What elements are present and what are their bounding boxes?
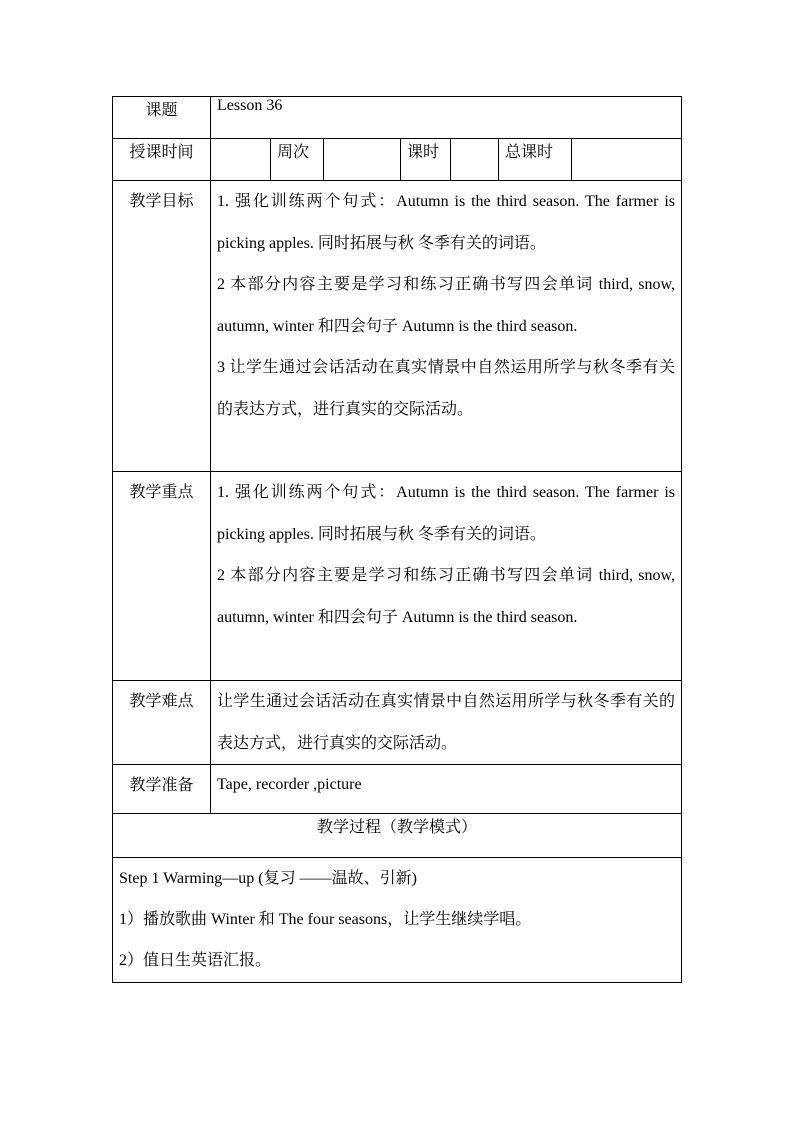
key-points-cell bbox=[211, 472, 682, 681]
process-heading-row bbox=[113, 814, 682, 858]
steps-row bbox=[113, 858, 682, 983]
topic-value: Lesson 36 bbox=[211, 97, 682, 139]
process-heading: 教学过程（教学模式） bbox=[113, 814, 682, 858]
key-points-row bbox=[113, 472, 682, 681]
objectives-label: 教学目标 bbox=[113, 181, 211, 472]
difficulties-cell bbox=[211, 681, 682, 765]
total-value bbox=[572, 139, 682, 181]
preparation-row bbox=[113, 765, 682, 814]
preparation-text: Tape, recorder ,picture bbox=[217, 776, 362, 793]
objective-item: 3 让学生通过会话活动在真实情景中自然运用所学与秋冬季有关的表达方式，进行真实的交际活动。 bbox=[217, 359, 676, 418]
steps-cell bbox=[113, 858, 682, 983]
period-label: 课时 bbox=[401, 139, 451, 181]
step-line: 2）值日生英语汇报。 bbox=[119, 952, 272, 969]
difficulties-label: 教学难点 bbox=[113, 681, 211, 765]
step-line: 1）播放歌曲 Winter 和 The four seasons，让学生继续学唱。 bbox=[119, 911, 532, 928]
objectives-row bbox=[113, 181, 682, 472]
week-value bbox=[324, 139, 401, 181]
objectives-cell bbox=[211, 181, 682, 472]
time-label: 授课时间 bbox=[113, 139, 211, 181]
preparation-cell bbox=[211, 765, 682, 814]
key-points-label: 教学重点 bbox=[113, 472, 211, 681]
objective-item: 1. 强化训练两个句式：Autumn is the third season. The farmer is picking apples. 同时拓展与秋 冬季有关的词语。 bbox=[217, 193, 676, 252]
key-point-item: 2 本部分内容主要是学习和练习正确书写四会单词 third, snow, autumn, winter 和四会句子 Autumn is the third season. bbox=[217, 567, 676, 626]
lesson-plan-table bbox=[112, 96, 682, 983]
total-label: 总课时 bbox=[499, 139, 572, 181]
preparation-label: 教学准备 bbox=[113, 765, 211, 814]
key-point-item: 1. 强化训练两个句式：Autumn is the third season. The farmer is picking apples. 同时拓展与秋 冬季有关的词语。 bbox=[217, 484, 676, 543]
objective-item: 2 本部分内容主要是学习和练习正确书写四会单词 third, snow, autumn, winter 和四会句子 Autumn is the third season. bbox=[217, 276, 676, 335]
topic-row bbox=[113, 97, 682, 139]
period-value bbox=[451, 139, 499, 181]
difficulties-row bbox=[113, 681, 682, 765]
time-value bbox=[211, 139, 271, 181]
schedule-row bbox=[113, 139, 682, 181]
difficulties-text: 让学生通过会话活动在真实情景中自然运用所学与秋冬季有关的表达方式，进行真实的交际活动。 bbox=[217, 693, 676, 752]
topic-label: 课题 bbox=[113, 97, 211, 139]
week-label: 周次 bbox=[271, 139, 324, 181]
step-line: Step 1 Warming—up (复习 ——温故、引新) bbox=[119, 870, 417, 887]
